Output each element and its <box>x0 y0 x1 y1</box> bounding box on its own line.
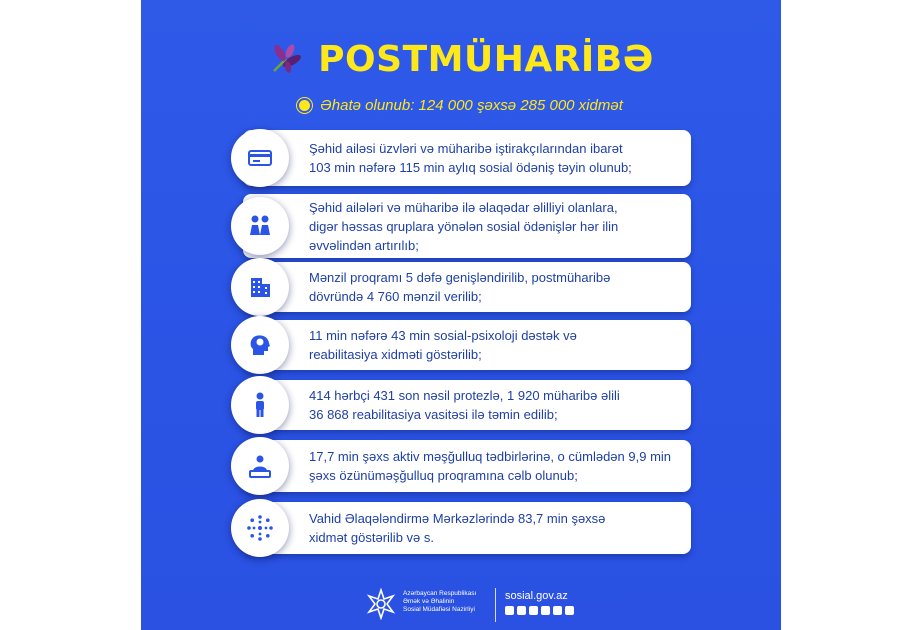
website-link[interactable]: sosial.gov.az <box>505 590 568 602</box>
card-icon-badge <box>231 258 289 316</box>
head-brain-icon <box>245 330 275 360</box>
card-icon-badge <box>231 316 289 374</box>
telegram-icon[interactable] <box>541 606 550 615</box>
payment-card-icon <box>245 143 275 173</box>
card-icon-badge <box>231 197 289 255</box>
card-icon-badge <box>231 129 289 187</box>
social-icons <box>505 606 574 615</box>
page-title: POSTMÜHARİBƏ <box>318 38 654 80</box>
subtitle: Əhatə olunub: 124 000 şəxsə 285 000 xidmət <box>320 96 623 114</box>
card-text: 414 hərbçi 431 son nəsil protezlə, 1 920 müharibə əlili 36 868 reabilitasiya vasitəsi ilə təmin edilib; <box>309 388 620 422</box>
subtitle-row <box>141 94 781 116</box>
info-card <box>243 502 691 554</box>
poster <box>141 0 781 630</box>
linkedin-icon[interactable] <box>565 606 574 615</box>
card-text: Mənzil proqramı 5 dəfə genişləndirilib, postmüharibə dövründə 4 760 mənzil verilib; <box>309 270 611 304</box>
info-card <box>243 194 691 258</box>
bullet-dot-icon <box>299 100 310 111</box>
facebook-icon[interactable] <box>505 606 514 615</box>
card-text: Şəhid ailələri və müharibə ilə əlaqədar əlilliyi olanlara, digər həssas qruplara yönələn sosial ödənişlər hər ilin əvvəlindən artırılıb; <box>309 200 619 253</box>
info-card <box>243 130 691 186</box>
twitter-icon[interactable] <box>529 606 538 615</box>
person-icon <box>245 390 275 420</box>
card-text: Vahid Əlaqələndirmə Mərkəzlərində 83,7 min şəxsə xidmət göstərilib və s. <box>309 511 606 545</box>
card-icon-badge <box>231 376 289 434</box>
card-text: 11 min nəfərə 43 min sosial-psixoloji dəstək və reabilitasiya xidməti göstərilib; <box>309 328 577 362</box>
dotted-circle-icon <box>245 513 275 543</box>
title-row <box>141 36 781 82</box>
family-icon <box>245 211 275 241</box>
info-card <box>243 262 691 312</box>
info-card <box>243 440 691 492</box>
ministry-name: Azərbaycan Respublikası Əmək və Əhalinin Sosial Müdafiəsi Nazirliyi <box>403 590 477 613</box>
footer-divider <box>495 588 496 622</box>
card-icon-badge <box>231 499 289 557</box>
worker-icon <box>245 451 275 481</box>
card-text: 17,7 min şəxs aktiv məşğulluq tədbirlərinə, o cümlədən 9,9 min şəxs özünüməşğulluq proqramına cəlb olunub; <box>309 449 672 483</box>
card-text: Şəhid ailəsi üzvləri və müharibə iştirakçılarından ibarət 103 min nəfərə 115 min aylıq sosial ödəniş təyin olunub; <box>309 141 632 175</box>
footer <box>141 586 781 626</box>
card-icon-badge <box>231 437 289 495</box>
info-card <box>243 320 691 370</box>
instagram-icon[interactable] <box>517 606 526 615</box>
youtube-icon[interactable] <box>553 606 562 615</box>
building-icon <box>245 272 275 302</box>
khari-bulbul-flower-icon <box>268 41 304 77</box>
info-card <box>243 380 691 430</box>
ministry-emblem-icon <box>365 588 397 620</box>
